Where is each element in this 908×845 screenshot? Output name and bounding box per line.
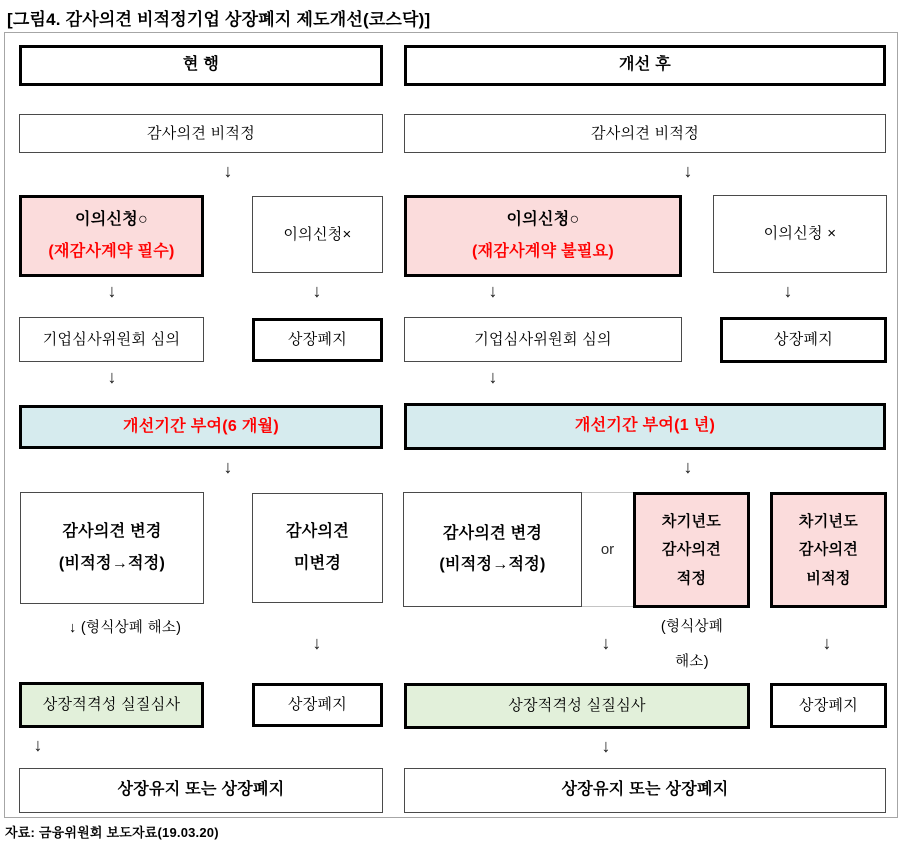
- current-header-box: 현 행: [19, 45, 383, 86]
- current-opinion-unchanged-box: [252, 493, 383, 603]
- current-objection-no-box: 이의신청×: [252, 196, 383, 273]
- opinion-changed-line2: (비적정→적정): [58, 554, 166, 572]
- or-label: or: [582, 492, 633, 607]
- down-arrow: ↓: [601, 736, 611, 756]
- down-arrow: ↓: [223, 457, 233, 477]
- down-arrow: ↓: [822, 633, 832, 653]
- down-arrow: ↓: [683, 457, 693, 477]
- current-substantive-review-box: 상장적격성 실질심사: [19, 682, 204, 728]
- next-year-inadequate-line1: 차기년도: [798, 513, 859, 531]
- down-arrow: ↓: [107, 281, 117, 301]
- improved-next-year-adequate-box: [633, 492, 750, 608]
- improved-objection-no-box: 이의신청 ×: [713, 195, 887, 273]
- improved-substantive-review-box: 상장적격성 실질심사: [404, 683, 750, 729]
- source-note: 자료: 금융위원회 보도자료(19.03.20): [5, 825, 219, 840]
- next-year-adequate-line3: 적정: [676, 569, 707, 587]
- opinion-changed-line2: (비적정→적정): [439, 556, 546, 573]
- improved-audit-opinion-box: 감사의견 비적정: [404, 114, 886, 153]
- improved-delisting-top-box: 상장폐지: [720, 317, 887, 363]
- current-audit-opinion-box: 감사의견 비적정: [19, 114, 383, 153]
- down-arrow: ↓: [312, 633, 322, 653]
- down-arrow: ↓: [33, 735, 43, 755]
- down-arrow: ↓: [107, 367, 117, 387]
- down-arrow: ↓: [601, 633, 611, 653]
- current-formal-delisting-note: ↓ (형식상폐 해소): [69, 620, 182, 636]
- down-arrow: ↓: [312, 281, 322, 301]
- current-final-box: 상장유지 또는 상장폐지: [19, 768, 383, 813]
- current-delisting-bottom-box: 상장폐지: [252, 683, 383, 727]
- improved-committee-box: 기업심사위원회 심의: [404, 317, 682, 362]
- objection-yes-subtitle: (재감사계약 필수): [48, 243, 175, 260]
- opinion-unchanged-line2: 미변경: [293, 554, 342, 572]
- down-arrow: ↓: [683, 161, 693, 181]
- improved-next-year-inadequate-box: [770, 492, 887, 608]
- improved-opinion-changed-box: [403, 492, 582, 607]
- objection-yes-subtitle: (재감사계약 불필요): [471, 243, 615, 260]
- current-delisting-top-box: 상장폐지: [252, 318, 383, 362]
- down-arrow: ↓: [783, 281, 793, 301]
- next-year-inadequate-line2: 감사의견: [798, 541, 859, 559]
- improved-objection-yes-box: [404, 195, 682, 277]
- improved-formal-delisting-note-line1: (형식상폐: [660, 619, 724, 635]
- opinion-changed-line1: 감사의견 변경: [442, 524, 543, 542]
- next-year-adequate-line1: 차기년도: [661, 513, 722, 531]
- opinion-changed-line1: 감사의견 변경: [62, 523, 162, 541]
- figure-title: [그림4. 감사의견 비적정기업 상장폐지 제도개선(코스닥)]: [7, 10, 431, 29]
- down-arrow: ↓: [488, 367, 498, 387]
- current-opinion-changed-box: [20, 492, 204, 604]
- down-arrow: ↓: [488, 281, 498, 301]
- objection-yes-title: 이의신청○: [506, 210, 580, 228]
- current-committee-box: 기업심사위원회 심의: [19, 317, 204, 362]
- improved-formal-delisting-note-line2: 해소): [675, 654, 709, 670]
- current-improvement-period-box: 개선기간 부여(6 개월): [19, 405, 383, 449]
- improved-improvement-period-box: 개선기간 부여(1 년): [404, 403, 886, 450]
- next-year-adequate-line2: 감사의견: [661, 541, 722, 559]
- opinion-unchanged-line1: 감사의견: [285, 523, 350, 541]
- objection-yes-title: 이의신청○: [75, 210, 148, 228]
- improved-final-box: 상장유지 또는 상장폐지: [404, 768, 886, 813]
- down-arrow: ↓: [223, 161, 233, 181]
- improved-delisting-bottom-box: 상장폐지: [770, 683, 887, 728]
- next-year-inadequate-line3: 비적정: [806, 569, 851, 587]
- current-objection-yes-box: [19, 195, 204, 277]
- improved-header-box: 개선 후: [404, 45, 886, 86]
